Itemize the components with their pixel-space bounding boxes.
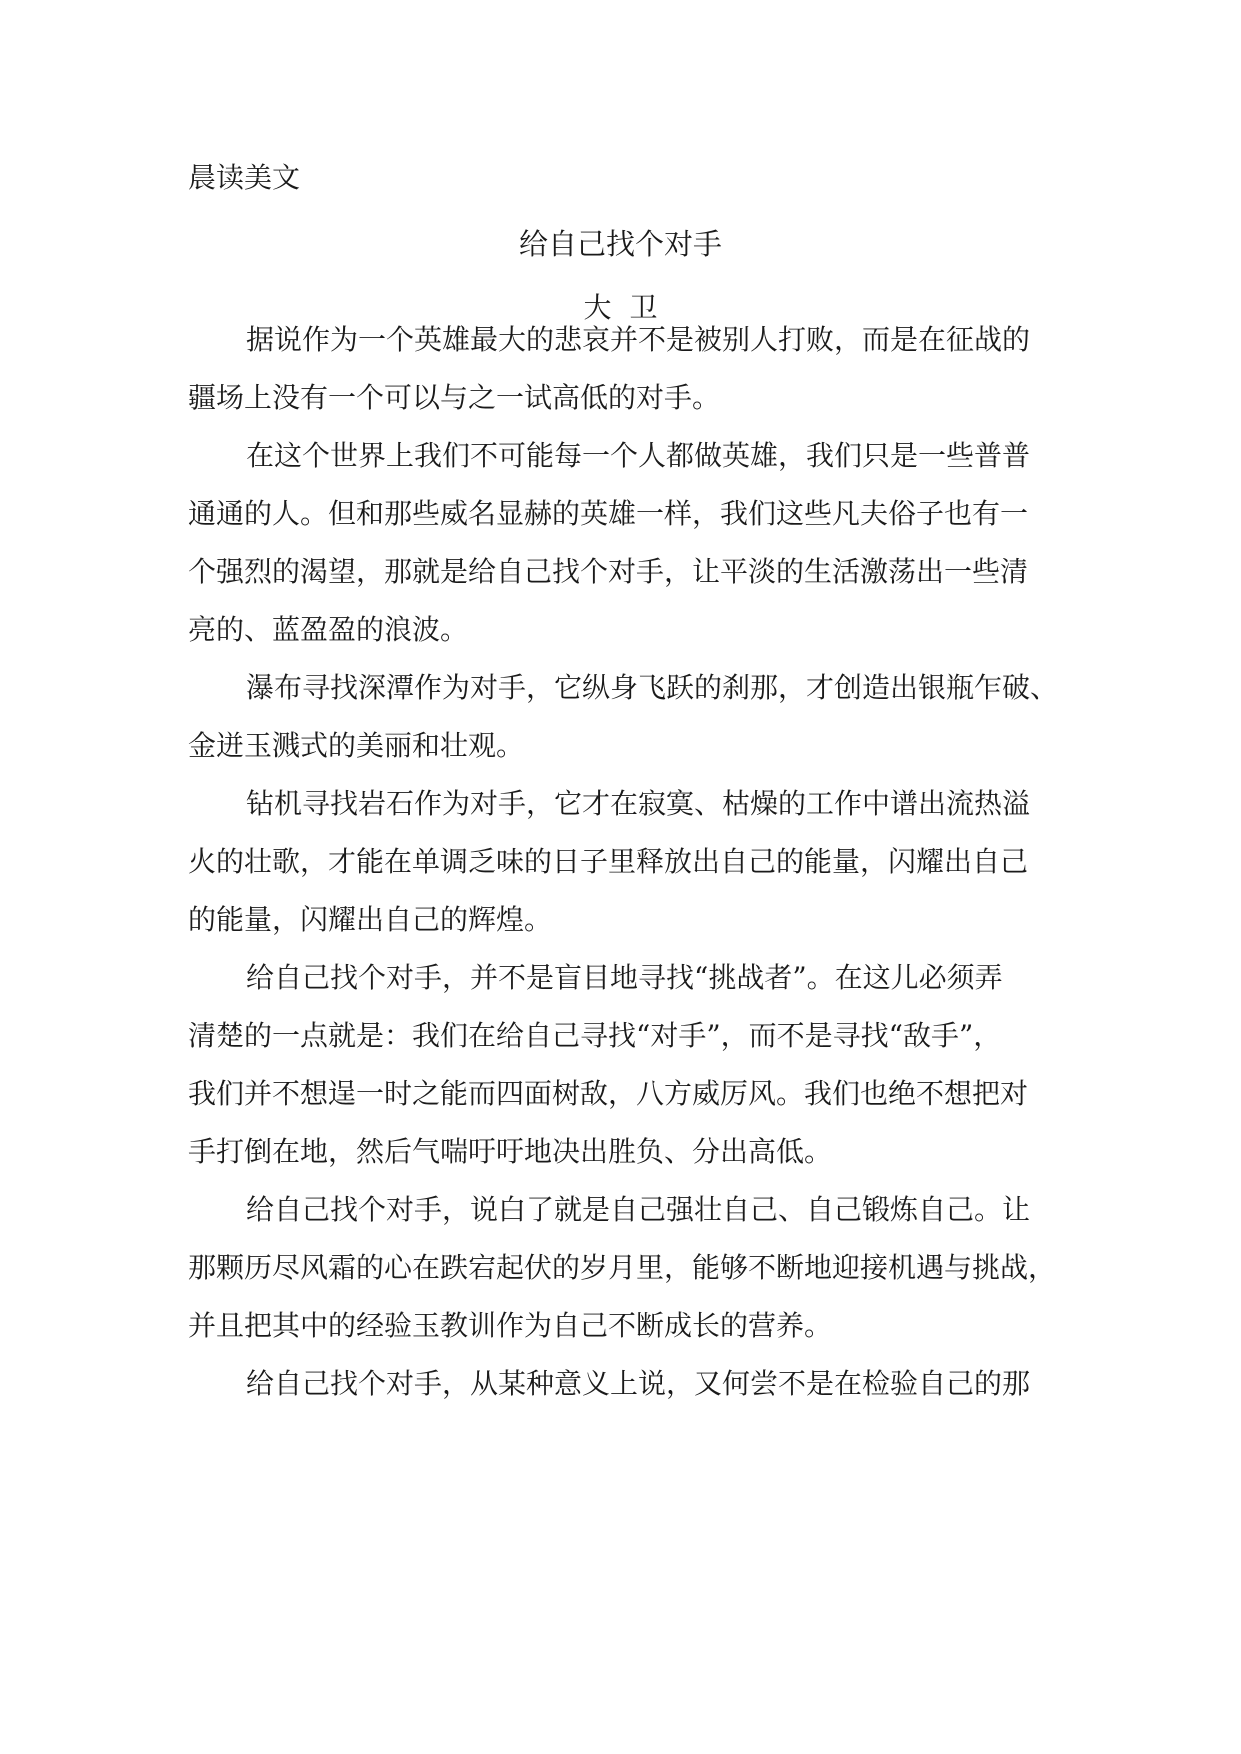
- paragraph-7-line-1: 给自己找个对手，从某种意义上说，又何尝不是在检验自己的那: [246, 1367, 1031, 1400]
- paragraph-5-line-4: 手打倒在地，然后气喘吁吁地决出胜负、分出高低。: [188, 1135, 833, 1168]
- paragraph-4-line-3: 的能量，闪耀出自己的辉煌。: [188, 903, 553, 936]
- paragraph-1-line-1: 据说作为一个英雄最大的悲哀并不是被别人打败，而是在征战的: [246, 323, 1031, 356]
- paragraph-5-line-1: 给自己找个对手，并不是盲目地寻找“挑战者”。在这儿必须弄: [246, 961, 1003, 994]
- paragraph-2-line-1: 在这个世界上我们不可能每一个人都做英雄，我们只是一些普普: [246, 439, 1031, 472]
- article-title: 给自己找个对手: [518, 227, 722, 261]
- paragraph-2-line-2: 通通的人。但和那些威名显赫的英雄一样，我们这些凡夫俗子也有一: [188, 497, 1029, 530]
- section-header: 晨读美文: [188, 161, 301, 194]
- article-author: 大卫: [583, 291, 676, 324]
- paragraph-5-line-3: 我们并不想逞一时之能而四面树敌，八方威厉风。我们也绝不想把对: [188, 1077, 1029, 1110]
- paragraph-2-line-4: 亮的、蓝盈盈的浪波。: [188, 613, 469, 646]
- paragraph-6-line-2: 那颗历尽风霜的心在跌宕起伏的岁月里，能够不断地迎接机遇与挑战，: [188, 1251, 1057, 1284]
- paragraph-4-line-2: 火的壮歌，才能在单调乏味的日子里释放出自己的能量，闪耀出自己: [188, 845, 1029, 878]
- paragraph-3-line-1: 瀑布寻找深潭作为对手，它纵身飞跃的刹那，才创造出银瓶乍破、: [246, 671, 1059, 704]
- paragraph-3-line-2: 金迸玉溅式的美丽和壮观。: [188, 729, 525, 762]
- paragraph-2-line-3: 个强烈的渴望，那就是给自己找个对手，让平淡的生活激荡出一些清: [188, 555, 1029, 588]
- paragraph-4-line-1: 钻机寻找岩石作为对手，它才在寂寞、枯燥的工作中谱出流热溢: [246, 787, 1031, 820]
- paragraph-5-line-2: 清楚的一点就是：我们在给自己寻找“对手”，而不是寻找“敌手”，: [188, 1019, 1002, 1052]
- paragraph-1-line-2: 疆场上没有一个可以与之一试高低的对手。: [188, 381, 721, 414]
- paragraph-6-line-1: 给自己找个对手，说白了就是自己强壮自己、自己锻炼自己。让: [246, 1193, 1031, 1226]
- paragraph-6-line-3: 并且把其中的经验玉教训作为自己不断成长的营养。: [188, 1309, 833, 1342]
